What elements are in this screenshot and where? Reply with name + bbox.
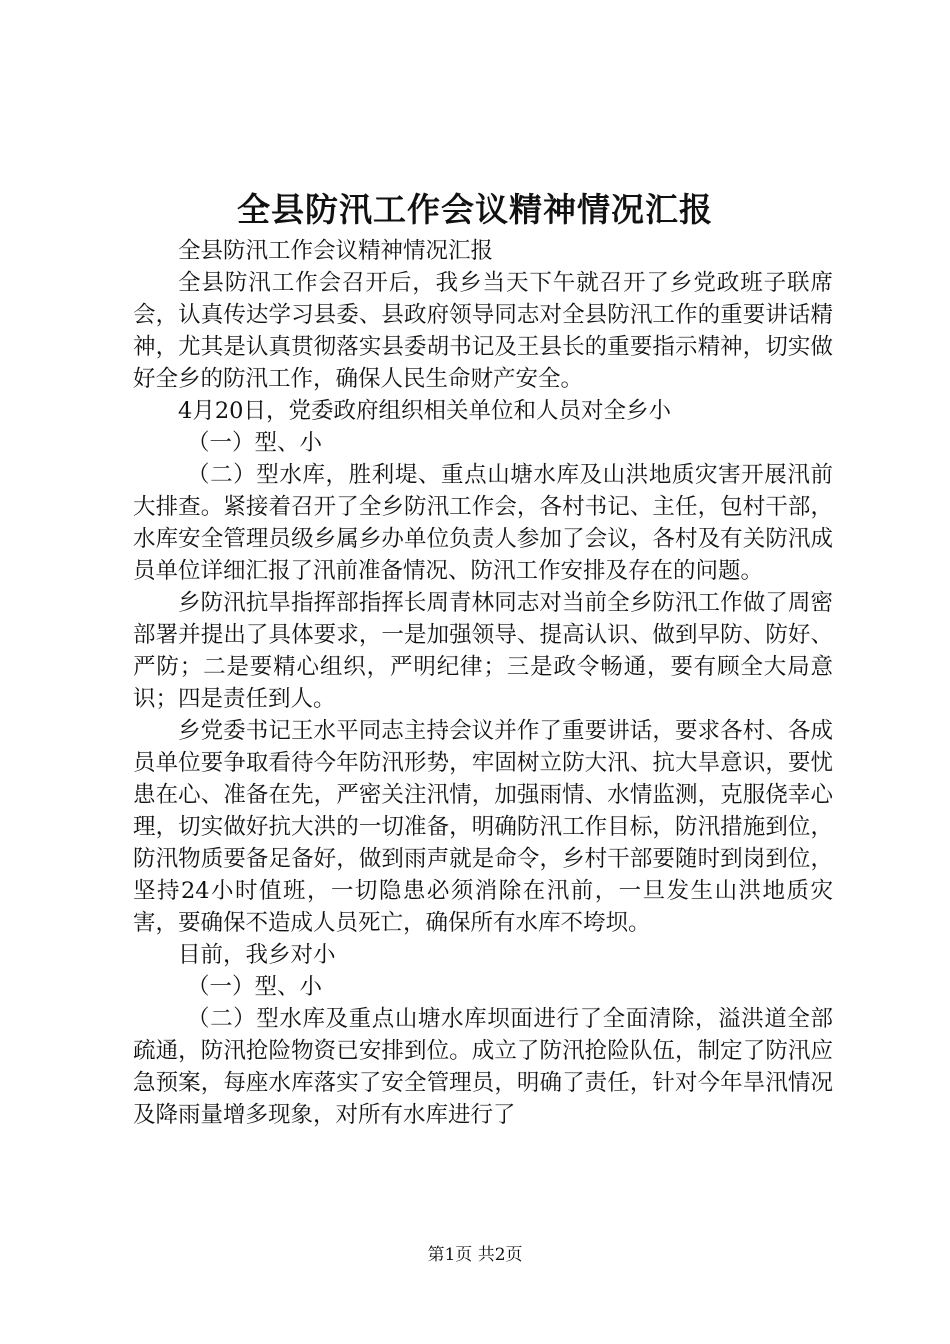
- paragraph-item-2: （二）型水库，胜利堤、重点山塘水库及山洪地质灾害开展汛前大排查。紧接着召开了全乡防汛工作会，各村书记、主任，包村干部，水库安全管理员级乡属乡办单位负责人参加了会议，各村及有关防汛成员单位详细汇报了汛前准备情况、防汛工作安排及存在的问题。: [133, 462, 833, 584]
- paragraph-current: 目前，我乡对小: [178, 942, 336, 968]
- paragraph-item-3: （一）型、小: [187, 974, 323, 1000]
- document-title: 全县防汛工作会议精神情况汇报: [237, 190, 713, 229]
- paragraph-inspection: 4月20日，党委政府组织相关单位和人员对全乡小: [178, 398, 671, 424]
- document-body: [133, 235, 833, 1131]
- paragraph-subtitle: 全县防汛工作会议精神情况汇报: [178, 238, 494, 264]
- paragraph-commander: 乡防汛抗旱指挥部指挥长周青林同志对当前全乡防汛工作做了周密部署并提出了具体要求，一是加强领导、提高认识、做到早防、防好、严防；二是要精心组织，严明纪律；三是政令畅通，要有顾全大局意识；四是责任到人。: [133, 590, 833, 712]
- paragraph-intro: 全县防汛工作会召开后，我乡当天下午就召开了乡党政班子联席会，认真传达学习县委、县政府领导同志对全县防汛工作的重要讲话精神，尤其是认真贯彻落实县委胡书记及王县长的重要指示精神，切实做好全乡的防汛工作，确保人民生命财产安全。: [133, 270, 833, 392]
- paragraph-secretary: 乡党委书记王水平同志主持会议并作了重要讲话，要求各村、各成员单位要争取看待今年防汛形势，牢固树立防大汛、抗大旱意识，要忧患在心、准备在先，严密关注汛情，加强雨情、水情监测，克服侥幸心理，切实做好抗大洪的一切准备，明确防汛工作目标，防汛措施到位，防汛物质要备足备好，做到雨声就是命令，乡村干部要随时到岗到位，坚持24小时值班，一切隐患必须消除在汛前，一旦发生山洪地质灾害，要确保不造成人员死亡，确保所有水库不垮坝。: [133, 718, 833, 936]
- page-number: 第1页 共2页: [427, 1245, 523, 1265]
- paragraph-item-4: （二）型水库及重点山塘水库坝面进行了全面清除，溢洪道全部疏通，防汛抢险物资已安排到位。成立了防汛抢险队伍，制定了防汛应急预案，每座水库落实了安全管理员，明确了责任，针对今年旱汛情况及降雨量增多现象，对所有水库进行了: [133, 1006, 833, 1128]
- paragraph-item-1: （一）型、小: [187, 430, 323, 456]
